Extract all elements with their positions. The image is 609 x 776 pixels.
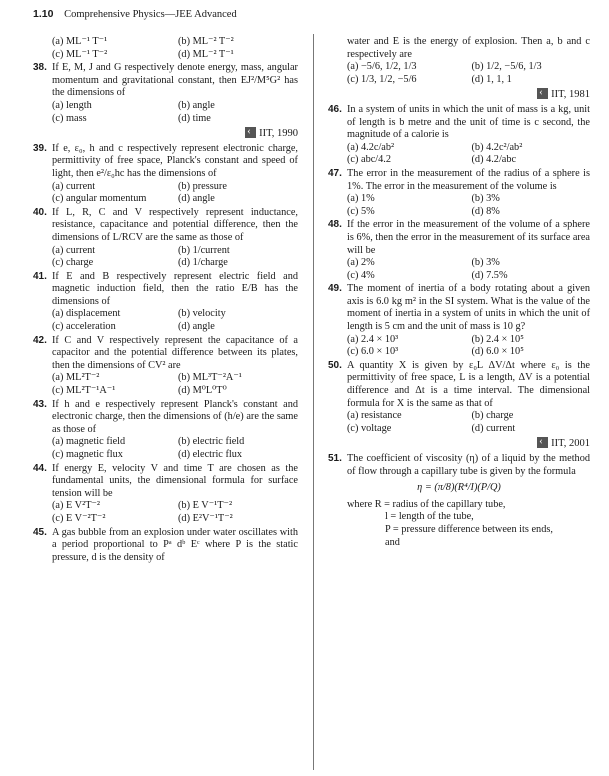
option-b: (b) 1/current [178, 244, 230, 256]
question-number: 40. [33, 206, 47, 218]
option-b: (b) 3% [471, 257, 500, 269]
question-body: If E, M, J and G respectively denote energy, mass, angular momentum and gravitational constant, then EJ²/M⁵G² has the dimensions of [52, 62, 298, 99]
options-grid [328, 142, 590, 167]
options-grid [328, 61, 590, 86]
option-a: (a) current [52, 244, 96, 256]
option-a: (a) current [52, 180, 96, 192]
option-b: (b) 4.2c²/ab² [471, 141, 523, 153]
option-b: (b) charge [471, 410, 514, 422]
page-header [33, 8, 237, 22]
question-number: 39. [33, 142, 47, 154]
question-q45 [33, 527, 298, 565]
question-text [328, 453, 590, 478]
question-text [328, 104, 590, 142]
option-b: (b) electric field [178, 436, 245, 448]
option-c: (c) voltage [347, 422, 392, 434]
left-column [33, 36, 298, 565]
question-text [328, 283, 590, 333]
exam-source [328, 437, 590, 451]
question-body: A quantity X is given by ε₀L ΔV/Δt where ε₀ is the permittivity of free space, L is a length, ΔV is a potential difference and Δt is a time interval. The dimensional formula for X is the same as that of [347, 359, 590, 409]
option-b: (b) pressure [178, 180, 227, 192]
question-number: 38. [33, 62, 47, 74]
option-a: (a) magnetic field [52, 436, 126, 448]
option-a: (a) −5/6, 1/2, 1/3 [347, 61, 417, 73]
question-q40 [33, 207, 298, 270]
question-text [33, 271, 298, 309]
options-grid [33, 181, 298, 206]
question-q45cont [328, 36, 590, 102]
formula-definition: l = length of the tube, [385, 511, 474, 523]
question-q47 [328, 168, 590, 218]
question-q42 [33, 335, 298, 398]
question-number: 46. [328, 103, 342, 115]
option-c: (c) 4% [347, 269, 375, 281]
question-text [33, 62, 298, 100]
options-grid [328, 257, 590, 282]
question-text [33, 143, 298, 181]
column-divider [313, 34, 314, 770]
option-c: (c) angular momentum [52, 193, 147, 205]
question-q51 [328, 453, 590, 549]
question-number: 49. [328, 283, 342, 295]
option-a: (a) 2.4 × 10³ [347, 333, 399, 345]
option-d: (d) electric flux [178, 449, 243, 460]
question-body: If C and V respectively represent the capacitance of a capacitor and the potential difference between its plates, then the dimensions of CV² are [52, 334, 298, 371]
question-number: 45. [33, 526, 47, 538]
option-a: (a) length [52, 99, 92, 111]
exam-source [33, 127, 298, 141]
options-grid [33, 308, 298, 333]
question-body: If h and e respectively represent Planck's constant and electronic charge, then the dimensions of (h/e) are the same as those of [52, 398, 298, 435]
question-text [33, 207, 298, 245]
options-grid [33, 436, 298, 461]
option-d: (d) 1, 1, 1 [471, 73, 512, 85]
page-number: 1.10 [33, 8, 54, 20]
exam-source-label: IIT, 1990 [259, 128, 298, 140]
option-b: (b) E V⁻¹T⁻² [178, 500, 233, 512]
option-b: (b) angle [178, 99, 215, 111]
question-body: If the error in the measurement of the volume of a sphere is 6%, then the error in the measurement of its surface area will be [347, 219, 590, 256]
question-q41 [33, 271, 298, 334]
option-a: (a) 4.2c/ab² [347, 141, 395, 153]
options-grid [33, 36, 298, 61]
source-marker-icon [245, 127, 256, 138]
question-body: If e, ε₀, h and c respectively represent electronic charge, permittivity of free space, Planck's constant and speed of light, then e²/ε₀hc has the dimensions of [52, 142, 298, 179]
option-c: (c) 5% [347, 205, 375, 217]
question-text [33, 463, 298, 501]
option-d: (d) M⁰L⁰T⁰ [178, 385, 227, 397]
question-q50 [328, 360, 590, 451]
question-q48 [328, 219, 590, 282]
formula: η = (π/8)(R⁴/I)(P/Q) [417, 482, 501, 494]
option-d: (d) angle [178, 193, 215, 205]
book-title: Comprehensive Physics—JEE Advanced [64, 9, 237, 20]
options-grid [33, 500, 298, 525]
option-c: (c) mass [52, 112, 87, 124]
exam-source-label: IIT, 1981 [551, 89, 590, 101]
option-d: (d) 4.2/abc [471, 154, 517, 166]
option-b: (b) ML³T⁻²A⁻¹ [178, 372, 242, 384]
question-q38 [33, 62, 298, 141]
question-text [328, 168, 590, 193]
question-number: 41. [33, 270, 47, 282]
source-marker-icon [537, 437, 548, 448]
option-c: (c) abc/4.2 [347, 154, 392, 166]
option-c: (c) 1/3, 1/2, −5/6 [347, 73, 417, 85]
options-grid [33, 100, 298, 125]
option-c: (c) ML²T⁻¹A⁻¹ [52, 385, 116, 397]
question-number: 42. [33, 334, 47, 346]
question-q43 [33, 399, 298, 462]
question-body: water and E is the energy of explosion. Then a, b and c respectively are [347, 36, 590, 60]
question-body: If L, R, C and V respectively represent inductance, resistance, capacitance and potential difference, then the dimensions of L/RCV are the same as those of [52, 206, 298, 243]
question-q44 [33, 463, 298, 526]
formula-definition: P = pressure difference between its ends, [385, 523, 553, 535]
option-d: (d) current [471, 422, 516, 434]
question-number: 47. [328, 167, 342, 179]
question-q49 [328, 283, 590, 359]
question-text [33, 527, 298, 565]
option-c: (c) 6.0 × 10³ [347, 346, 399, 358]
option-a: (a) 2% [347, 257, 375, 269]
question-text [328, 360, 590, 410]
right-column [328, 36, 590, 550]
options-grid [328, 410, 590, 435]
options-grid [328, 193, 590, 218]
option-c: (c) charge [52, 257, 94, 269]
option-d: (d) 7.5% [471, 269, 508, 281]
option-b: (b) velocity [178, 308, 226, 320]
formula-definition: and [385, 536, 400, 548]
option-c: (c) ML⁻¹ T⁻² [52, 48, 108, 60]
option-c: (c) magnetic flux [52, 449, 123, 460]
question-q37tail [33, 36, 298, 61]
option-a: (a) displacement [52, 308, 121, 320]
option-b: (b) 3% [471, 193, 500, 205]
option-a: (a) ML²T⁻² [52, 372, 100, 384]
option-a: (a) resistance [347, 410, 402, 422]
question-text [328, 36, 590, 61]
option-b: (b) 2.4 × 10⁵ [471, 333, 524, 345]
option-d: (d) time [178, 112, 211, 124]
question-q39 [33, 143, 298, 206]
question-number: 51. [328, 453, 342, 464]
option-d: (d) 6.0 × 10⁵ [471, 346, 524, 358]
option-b: (b) ML⁻² T⁻² [178, 36, 234, 47]
question-body: If energy E, velocity V and time T are chosen as the fundamental units, the dimensional formula for surface tension will be [52, 462, 298, 499]
question-q46 [328, 104, 590, 167]
option-b: (b) 1/2, −5/6, 1/3 [471, 61, 542, 73]
question-body: In a system of units in which the unit of mass is a kg, unit of length is b metre and the unit of time is c second, the magnitude of a calorie is [347, 103, 590, 141]
option-a: (a) 1% [347, 193, 375, 205]
option-d: (d) 1/charge [178, 257, 228, 269]
options-grid [33, 245, 298, 270]
question-text [328, 219, 590, 257]
formula-definition: where R = radius of the capillary tube, [347, 498, 506, 510]
question-number: 50. [328, 359, 342, 371]
option-d: (d) E²V⁻¹T⁻² [178, 512, 233, 524]
option-a: (a) E V²T⁻² [52, 500, 101, 512]
question-body: The moment of inertia of a body rotating about a given axis is 6.0 kg m² in the SI system. What is the value of the moment of inertia in a system of units in which the unit of length is 5 cm and the unit of mass is 10 g? [347, 283, 590, 333]
question-number: 44. [33, 462, 47, 474]
option-c: (c) acceleration [52, 321, 116, 333]
source-marker-icon [537, 88, 548, 99]
question-body: The error in the measurement of the radius of a sphere is 1%. The error in the measurement of the volume is [347, 167, 590, 192]
question-body: A gas bubble from an explosion under water oscillates with a period proportional to Pᵃ dᵇ Eᶜ where P is the static pressure, d is the density of [52, 526, 298, 563]
options-grid [33, 372, 298, 397]
exam-source-label: IIT, 2001 [551, 438, 590, 450]
options-grid [328, 334, 590, 359]
exam-source [328, 88, 590, 102]
option-a: (a) ML⁻¹ T⁻¹ [52, 36, 108, 47]
question-text [33, 335, 298, 373]
question-body: If E and B respectively represent electric field and magnetic induction field, then the ratio E/B has the dimensions of [52, 270, 298, 307]
question-text [33, 399, 298, 437]
question-number: 48. [328, 219, 342, 231]
question-number: 43. [33, 398, 47, 410]
option-c: (c) E V⁻²T⁻² [52, 512, 106, 524]
option-d: (d) 8% [471, 205, 500, 217]
option-d: (d) ML⁻² T⁻¹ [178, 48, 234, 60]
question-body: The coefficient of viscosity (η) of a liquid by the method of flow through a capillary tube is given by the formula [347, 453, 590, 477]
option-d: (d) angle [178, 321, 215, 333]
